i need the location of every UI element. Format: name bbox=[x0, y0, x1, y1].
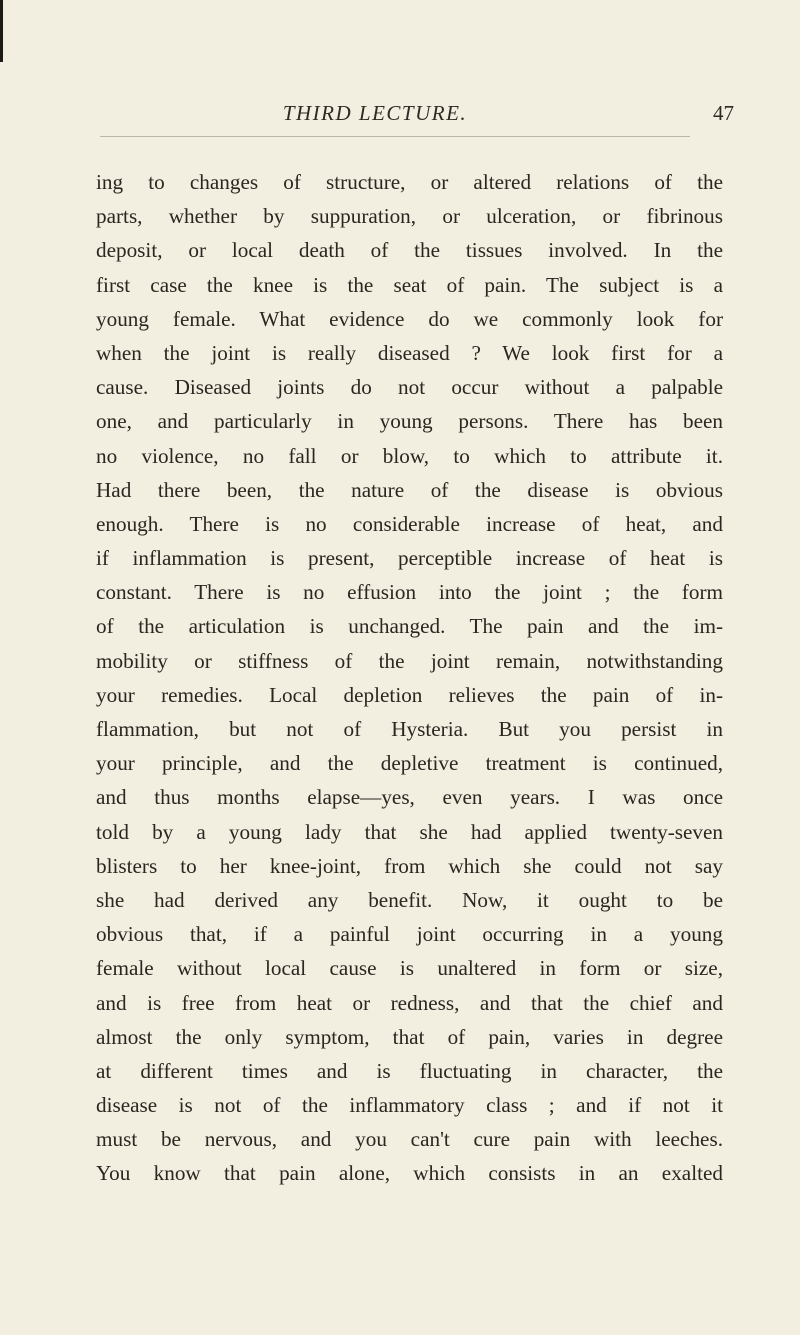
text-line: female without local cause is unaltered in form or size, bbox=[96, 956, 723, 981]
text-line: ing to changes of structure, or altered relations of the bbox=[96, 170, 723, 194]
text-line: your principle, and the depletive treatment is continued, bbox=[96, 751, 723, 776]
text-line: obvious that, if a painful joint occurring in a young bbox=[96, 922, 723, 947]
text-line: deposit, or local death of the tissues involved. In the bbox=[96, 238, 723, 263]
text-line: and is free from heat or redness, and that the chief and bbox=[96, 990, 723, 1015]
text-line: no violence, no fall or blow, to which to attribute it. bbox=[96, 443, 723, 468]
body-text bbox=[96, 165, 736, 1191]
text-line: at different times and is fluctuating in character, the bbox=[96, 1058, 723, 1083]
text-line: and thus months elapse—yes, even years. I was once bbox=[96, 785, 723, 810]
text-line: your remedies. Local depletion relieves the pain of in- bbox=[96, 682, 723, 707]
text-line: young female. What evidence do we commonly look for bbox=[96, 306, 723, 331]
header-rule bbox=[100, 136, 690, 137]
text-line: of the articulation is unchanged. The pain and the im- bbox=[96, 614, 723, 639]
text-line: if inflammation is present, perceptible increase of heat is bbox=[96, 546, 723, 571]
text-line: one, and particularly in young persons. There has been bbox=[96, 409, 723, 434]
running-title: THIRD LECTURE. bbox=[282, 101, 468, 125]
text-line: parts, whether by suppuration, or ulceration, or fibrinous bbox=[96, 204, 723, 229]
text-line: flammation, but not of Hysteria. But you persist in bbox=[96, 717, 723, 741]
page-header bbox=[0, 98, 800, 146]
text-line: enough. There is no considerable increase of heat, and bbox=[96, 511, 723, 536]
text-line: You know that pain alone, which consists in an exalted bbox=[96, 1161, 723, 1186]
page-number: 47 bbox=[713, 101, 734, 125]
text-line: cause. Diseased joints do not occur without a palpable bbox=[96, 375, 723, 400]
page-edge-shadow bbox=[0, 0, 3, 62]
text-line: disease is not of the inflammatory class ; and if not it bbox=[96, 1093, 723, 1118]
text-line: mobility or stiffness of the joint remain, notwithstanding bbox=[96, 648, 723, 673]
text-line: she had derived any benefit. Now, it ought to be bbox=[96, 887, 723, 912]
text-line: Had there been, the nature of the disease is obvious bbox=[96, 477, 723, 502]
text-line: must be nervous, and you can't cure pain with leeches. bbox=[96, 1127, 723, 1152]
text-line: almost the only symptom, that of pain, varies in degree bbox=[96, 1024, 723, 1049]
text-line: constant. There is no effusion into the joint ; the form bbox=[96, 580, 723, 605]
text-line: told by a young lady that she had applied twenty-seven bbox=[96, 819, 723, 844]
text-line: first case the knee is the seat of pain. The subject is a bbox=[96, 272, 723, 297]
text-line: blisters to her knee-joint, from which she could not say bbox=[96, 853, 723, 878]
text-line: when the joint is really diseased ? We look first for a bbox=[96, 340, 723, 365]
